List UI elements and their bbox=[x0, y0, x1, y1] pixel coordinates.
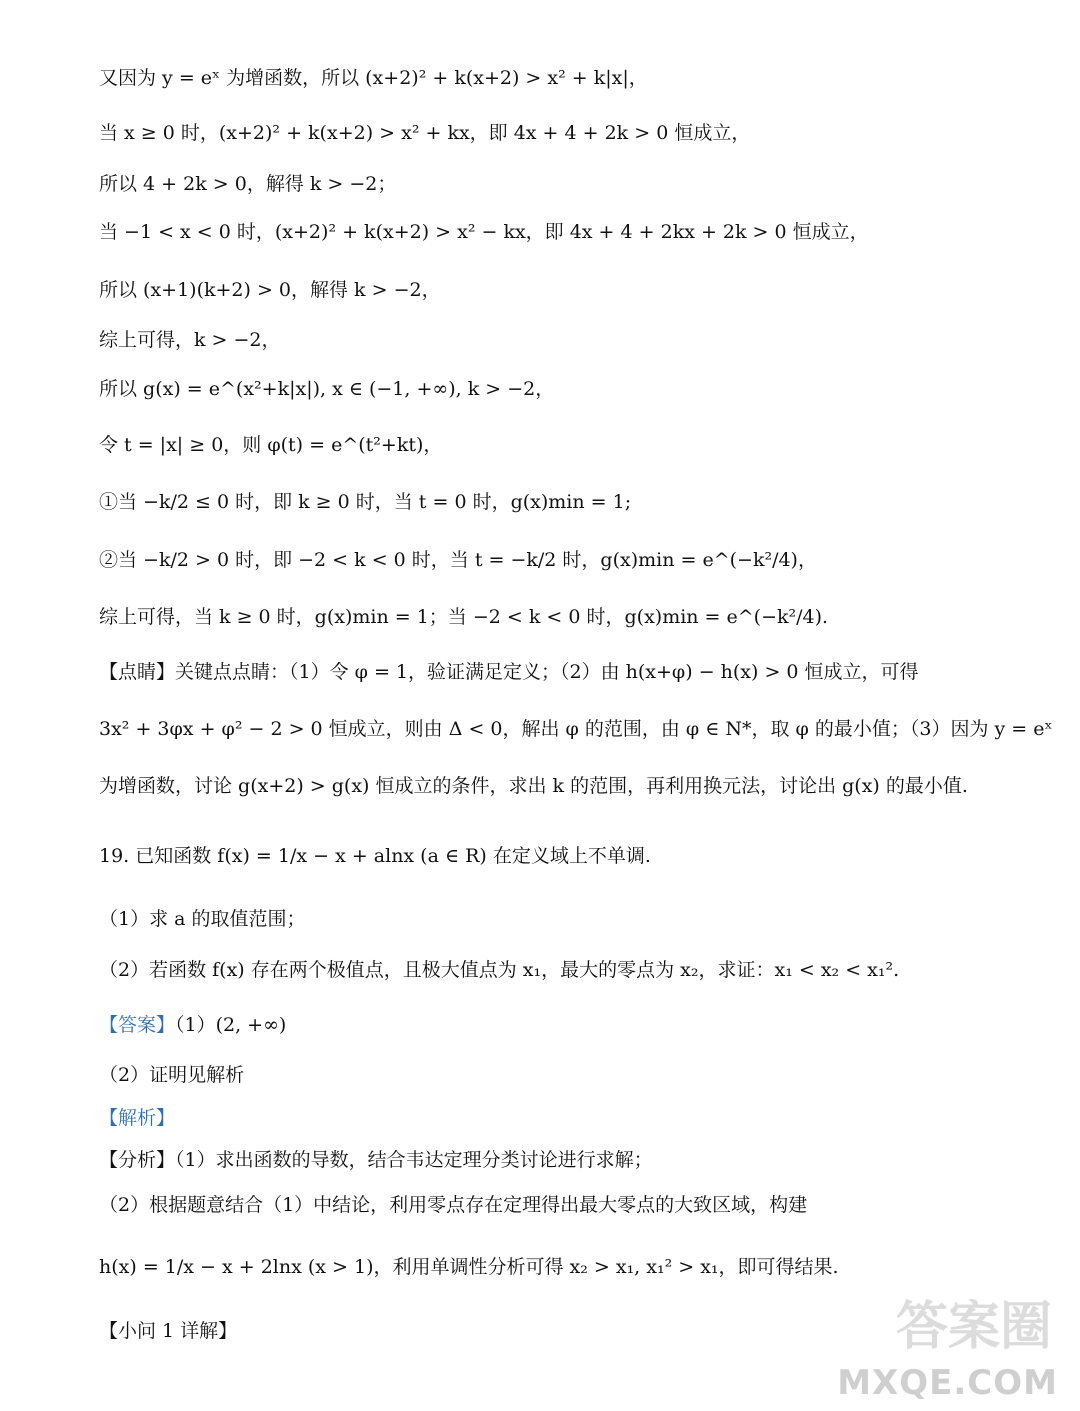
analysis-label: 【解析】 bbox=[99, 1107, 176, 1129]
text-line: ②当 −k/2 > 0 时，即 −2 < k < 0 时，当 t = −k/2 时，g(x)min = e^(−k²/4)， bbox=[99, 549, 817, 571]
text-line: （2）根据题意结合（1）中结论，利用零点存在定理得出最大零点的大致区域，构建 bbox=[99, 1194, 808, 1216]
text-line: 【点睛】关键点点睛：（1）令 φ = 1，验证满足定义；（2）由 h(x+φ) − h(x) > 0 恒成立，可得 bbox=[99, 661, 919, 683]
text-line: 所以 (x+1)(k+2) > 0，解得 k > −2， bbox=[99, 279, 441, 301]
text-line: （1）求 a 的取值范围； bbox=[99, 908, 306, 930]
watermark-url: MXQE.COM bbox=[837, 1363, 1058, 1403]
text-line: 【小问 1 详解】 bbox=[99, 1320, 238, 1342]
text-line: 令 t = |x| ≥ 0，则 φ(t) = e^(t²+kt)， bbox=[99, 434, 443, 456]
text-line: （2）证明见解析 bbox=[99, 1064, 245, 1086]
question-19: 19. 已知函数 f(x) = 1/x − x + alnx (a ∈ R) 在定义域上不单调. bbox=[99, 845, 651, 867]
text-line: 又因为 y = eˣ 为增函数，所以 (x+2)² + k(x+2) > x² + k|x|， bbox=[99, 67, 648, 89]
text-line: 所以 4 + 2k > 0，解得 k > −2； bbox=[99, 173, 397, 195]
text-line: h(x) = 1/x − x + 2lnx (x > 1)，利用单调性分析可得 x₂ > x₁, x₁² > x₁，即可得结果. bbox=[99, 1256, 839, 1278]
text-line: （2）若函数 f(x) 存在两个极值点，且极大值点为 x₁，最大的零点为 x₂，求证：x₁ < x₂ < x₁². bbox=[99, 959, 900, 981]
text-line: 当 −1 < x < 0 时，(x+2)² + k(x+2) > x² − kx，即 4x + 4 + 2kx + 2k > 0 恒成立， bbox=[99, 221, 869, 243]
text-line: 综上可得，当 k ≥ 0 时，g(x)min = 1；当 −2 < k < 0 时，g(x)min = e^(−k²/4). bbox=[99, 606, 829, 628]
answer-line bbox=[99, 1011, 286, 1039]
watermark-logo: 答案圈 bbox=[895, 1297, 1052, 1357]
text-line: 当 x ≥ 0 时，(x+2)² + k(x+2) > x² + kx，即 4x + 4 + 2k > 0 恒成立， bbox=[99, 122, 751, 144]
text-line: 综上可得，k > −2， bbox=[99, 329, 281, 351]
answer-label: 【答案】 bbox=[99, 1014, 176, 1036]
text-line: 【分析】（1）求出函数的导数，结合韦达定理分类讨论进行求解； bbox=[99, 1149, 653, 1171]
text-line: 所以 g(x) = e^(x²+k|x|), x ∈ (−1, +∞), k > −2， bbox=[99, 378, 555, 400]
text-line: 为增函数，讨论 g(x+2) > g(x) 恒成立的条件，求出 k 的范围，再利用换元法，讨论出 g(x) 的最小值. bbox=[99, 775, 968, 797]
answer-part-1: （1）(2, +∞) bbox=[175, 1014, 287, 1036]
text-line: 3x² + 3φx + φ² − 2 > 0 恒成立，则由 Δ < 0，解出 φ 的范围，由 φ ∈ N*，取 φ 的最小值；（3）因为 y = eˣ bbox=[99, 718, 1053, 740]
text-line: ①当 −k/2 ≤ 0 时，即 k ≥ 0 时，当 t = 0 时，g(x)min = 1; bbox=[99, 491, 632, 513]
